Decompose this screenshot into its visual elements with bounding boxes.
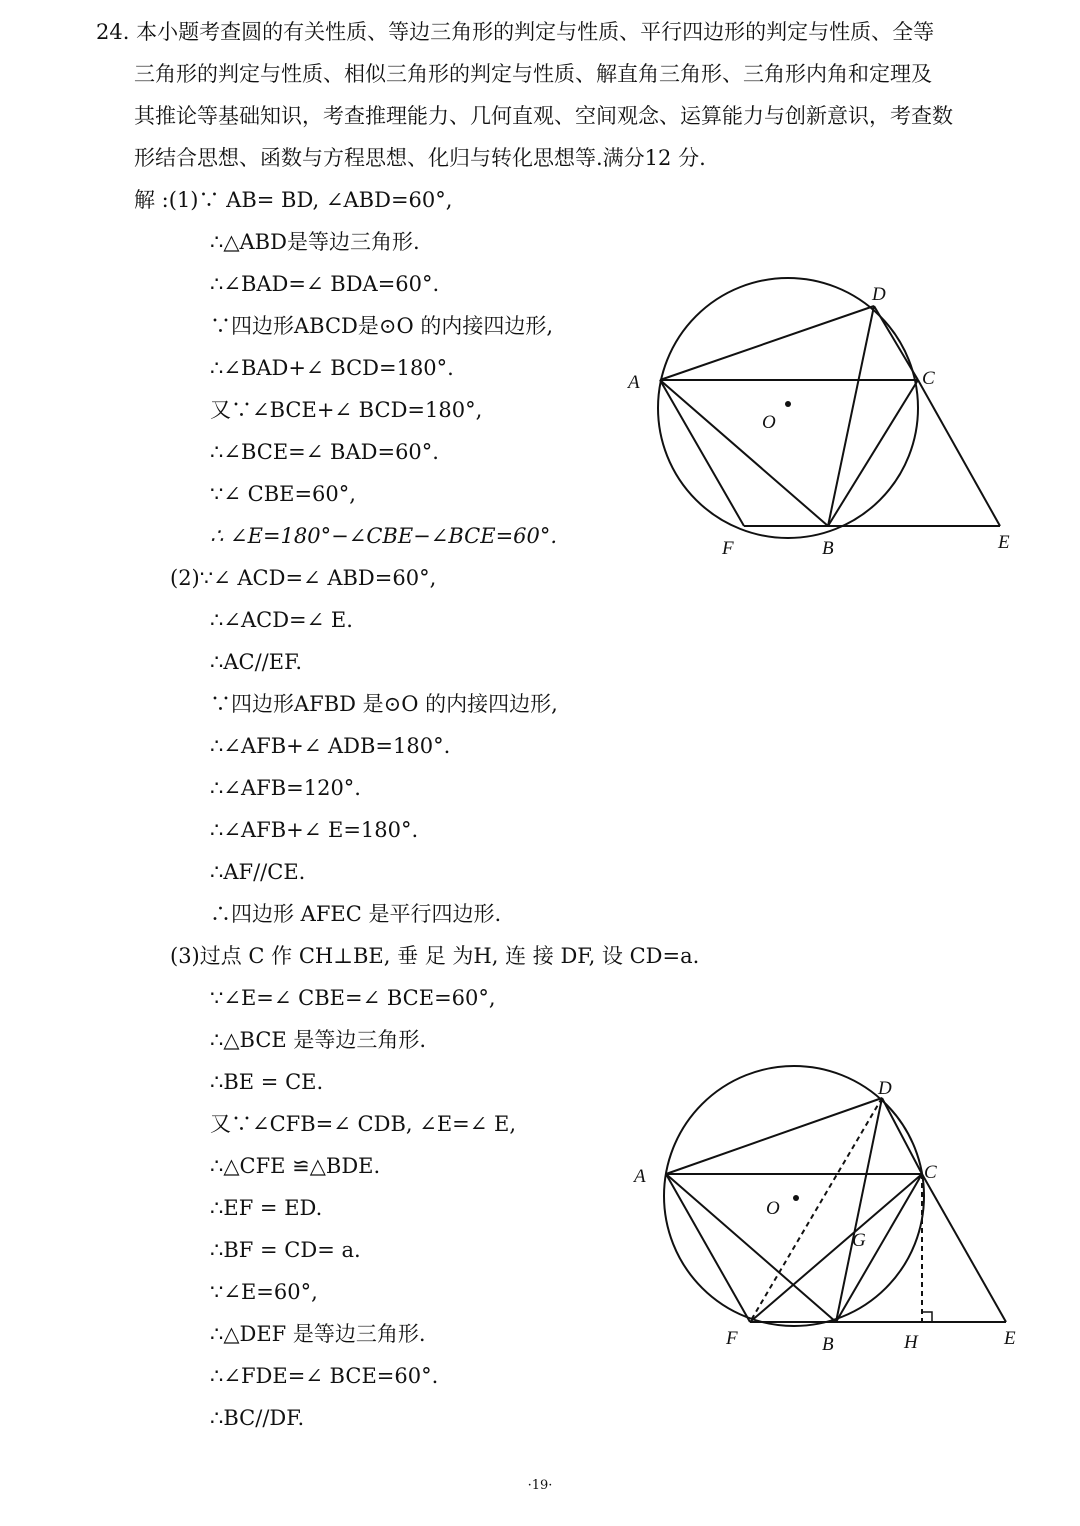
label-f: F [726, 1328, 738, 1349]
intro-line-1: 24. 本小题考查圆的有关性质、等边三角形的判定与性质、平行四边形的判定与性质、全等 [96, 20, 935, 44]
solution-line: ∴∠BCE=∠ BAD=60°. [210, 440, 439, 464]
solution-line: ∴△BCE 是等边三角形. [210, 1028, 427, 1052]
center-dot [785, 401, 791, 407]
right-angle-mark [922, 1312, 932, 1322]
segment-ce [918, 380, 1000, 526]
solution-line: ∴∠FDE=∠ BCE=60°. [210, 1364, 439, 1388]
label-b: B [822, 1334, 834, 1355]
segment-dc [874, 306, 918, 380]
solution-line: 又∵∠BCE+∠ BCD=180°, [210, 398, 483, 422]
label-d: D [872, 284, 886, 305]
geometry-figure-2 [620, 1060, 1040, 1360]
solution-line: ∴∠BAD+∠ BCD=180°. [210, 356, 454, 380]
segment-ad [666, 1098, 882, 1174]
solution-line: ∴BF = CD= a. [210, 1238, 361, 1262]
geometry-figure-1 [610, 270, 1030, 570]
label-e: E [998, 532, 1010, 553]
solution-line: ∴∠ACD=∠ E. [210, 608, 353, 632]
solution-line: ∴四边形 AFEC 是平行四边形. [210, 902, 502, 926]
solution-line: ∴∠AFB+∠ E=180°. [210, 818, 419, 842]
segment-af [660, 380, 744, 526]
center-dot [793, 1195, 799, 1201]
solution-line: 解 :(1)∵ AB= BD, ∠ABD=60°, [134, 188, 453, 212]
segment-cb [828, 380, 918, 526]
label-h: H [904, 1332, 918, 1353]
label-a: A [634, 1166, 646, 1187]
solution-line: ∴∠AFB+∠ ADB=180°. [210, 734, 451, 758]
intro-line-3: 其推论等基础知识，考查推理能力、几何直观、空间观念、运算能力与创新意识，考查数 [134, 104, 953, 128]
label-o: O [766, 1198, 780, 1219]
solution-line: ∴△DEF 是等边三角形. [210, 1322, 426, 1346]
solution-line: ∴AF//CE. [210, 860, 306, 884]
solution-line: ∵∠E=∠ CBE=∠ BCE=60°, [210, 986, 496, 1010]
segment-ce [922, 1174, 1006, 1322]
solution-line: ∵∠E=60°, [210, 1280, 318, 1304]
figure-1-svg [610, 270, 1030, 570]
solution-line: ∴∠AFB=120°. [210, 776, 361, 800]
label-c: C [922, 368, 935, 389]
solution-line: ∴EF = ED. [210, 1196, 323, 1220]
solution-line: 又∵∠CFB=∠ CDB, ∠E=∠ E, [210, 1112, 517, 1136]
label-o: O [762, 412, 776, 433]
circle-o [658, 278, 918, 538]
intro-line-4: 形结合思想、函数与方程思想、化归与转化思想等.满分12 分. [134, 146, 706, 170]
solution-line: ∴BC//DF. [210, 1406, 305, 1430]
solution-line: ∴AC//EF. [210, 650, 303, 674]
solution-line: ∴ ∠E=180°−∠CBE−∠BCE=60°. [210, 524, 558, 548]
figure-2-svg [620, 1060, 1040, 1360]
segment-dc [882, 1098, 922, 1174]
segment-db [836, 1098, 882, 1322]
segment-ad [660, 306, 874, 380]
segment-ab [660, 380, 828, 526]
label-g: G [852, 1230, 866, 1251]
solution-line: (3)过点 C 作 CH⊥BE, 垂 足 为H, 连 接 DF, 设 CD=a. [170, 944, 700, 968]
solution-line: ∵四边形ABCD是⊙O 的内接四边形, [210, 314, 554, 338]
label-f: F [722, 538, 734, 559]
solution-line: ∵∠ CBE=60°, [210, 482, 356, 506]
label-a: A [628, 372, 640, 393]
solution-line: ∴∠BAD=∠ BDA=60°. [210, 272, 440, 296]
segment-ab [666, 1174, 836, 1322]
solution-line: ∴△ABD是等边三角形. [210, 230, 420, 254]
solution-line: (2)∵∠ ACD=∠ ABD=60°, [170, 566, 437, 590]
segment-af [666, 1174, 750, 1322]
label-d: D [878, 1078, 892, 1099]
segment-db [828, 306, 874, 526]
intro-line-2: 三角形的判定与性质、相似三角形的判定与性质、解直角三角形、三角形内角和定理及 [134, 62, 932, 86]
solution-line: ∴△CFE ≌△BDE. [210, 1154, 381, 1178]
label-e: E [1004, 1328, 1016, 1349]
segment-cf [750, 1174, 922, 1322]
label-b: B [822, 538, 834, 559]
solution-line: ∴BE = CE. [210, 1070, 324, 1094]
label-c: C [924, 1162, 937, 1183]
page-number: ·19· [527, 1478, 553, 1493]
segment-cb [836, 1174, 922, 1322]
solution-line: ∵四边形AFBD 是⊙O 的内接四边形, [210, 692, 558, 716]
